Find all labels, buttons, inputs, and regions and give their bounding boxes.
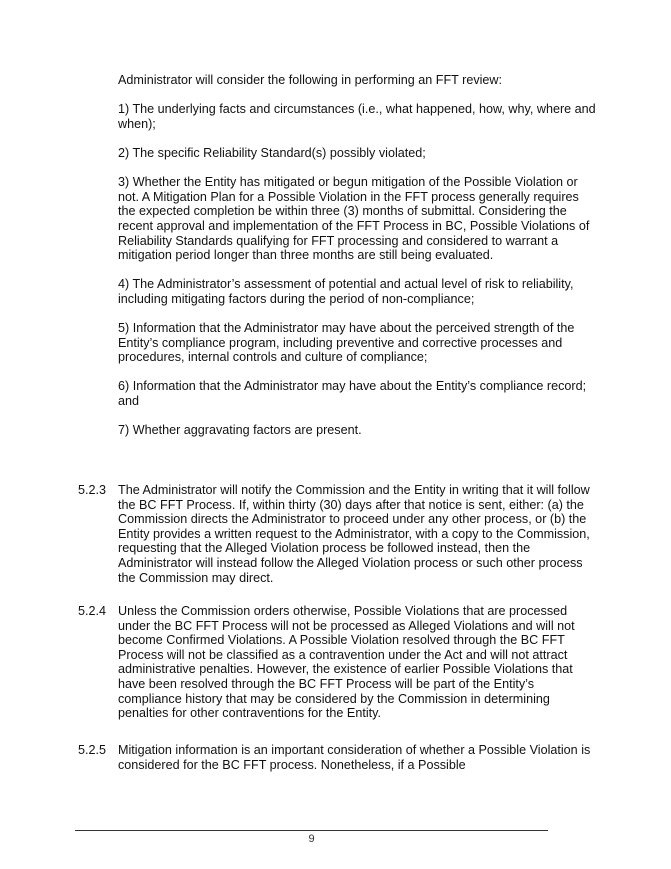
section-number: 5.2.3	[78, 483, 107, 497]
criterion-5: 5) Information that the Administrator may have about the perceived strength of the Entity’s compliance program, including preventive and corrective processes and procedures, internal controls and culture of compliance;	[118, 321, 575, 365]
criterion-3: 3) Whether the Entity has mitigated or begun mitigation of the Possible Violation or not. A Mitigation Plan for a Possible Violation in the FFT process generally requires the expected completion be within three (3) months of submittal. Considering the recent approval and implementation of the FFT Process in BC, Possible Violations of Reliability Standards qualifying for FFT processing and considered to warrant a mitigation period longer than three months are still being evaluated.	[118, 175, 590, 263]
intro-paragraph: Administrator will consider the following in performing an FFT review:	[118, 73, 503, 87]
section-number: 5.2.5	[78, 743, 107, 757]
criterion-7: 7) Whether aggravating factors are present.	[118, 423, 362, 438]
section-5-2-3	[78, 483, 598, 585]
section-body: Unless the Commission orders otherwise, Possible Violations that are processed under the BC FFT Process will not be processed as Alleged Violations and will not become Confirmed Violations. A Possible Violation resolved through the BC FFT Process will not be classified as a contravention under the Act and will not attract administrative penalties. However, the existence of earlier Possible Violations that have been resolved through the BC FFT Process will be part of the Entity’s compliance history that may be considered by the Commission in determining penalties for other contraventions for the Entity.	[118, 604, 575, 721]
criterion-2: 2) The specific Reliability Standard(s) possibly violated;	[118, 145, 426, 160]
section-number: 5.2.4	[78, 604, 107, 618]
criterion-6: 6) Information that the Administrator may have about the Entity’s compliance record; and	[118, 379, 587, 409]
section-5-2-5	[78, 743, 598, 772]
section-body: The Administrator will notify the Commission and the Entity in writing that it will follow the BC FFT Process. If, within thirty (30) days after that notice is sent, either: (a) the Commission directs the Administrator to proceed under any other process, or (b) the Entity provides a written request to the Administrator, with a copy to the Commission, requesting that the Alleged Violation process be followed instead, then the Administrator will instead follow the Alleged Violation process or such other process the Commission may direct.	[118, 483, 590, 585]
criterion-1: 1) The underlying facts and circumstances (i.e., what happened, how, why, where and when);	[118, 102, 596, 131]
section-body: Mitigation information is an important consideration of whether a Possible Violation is considered for the BC FFT process. Nonetheless, if a Possible	[118, 743, 591, 772]
criterion-4: 4) The Administrator’s assessment of potential and actual level of risk to reliability, including mitigating factors during the period of non-compliance;	[118, 277, 574, 306]
page-number: 9	[308, 833, 315, 845]
section-5-2-4	[78, 604, 598, 721]
footer-divider	[75, 830, 548, 831]
review-criteria-block	[118, 73, 598, 452]
